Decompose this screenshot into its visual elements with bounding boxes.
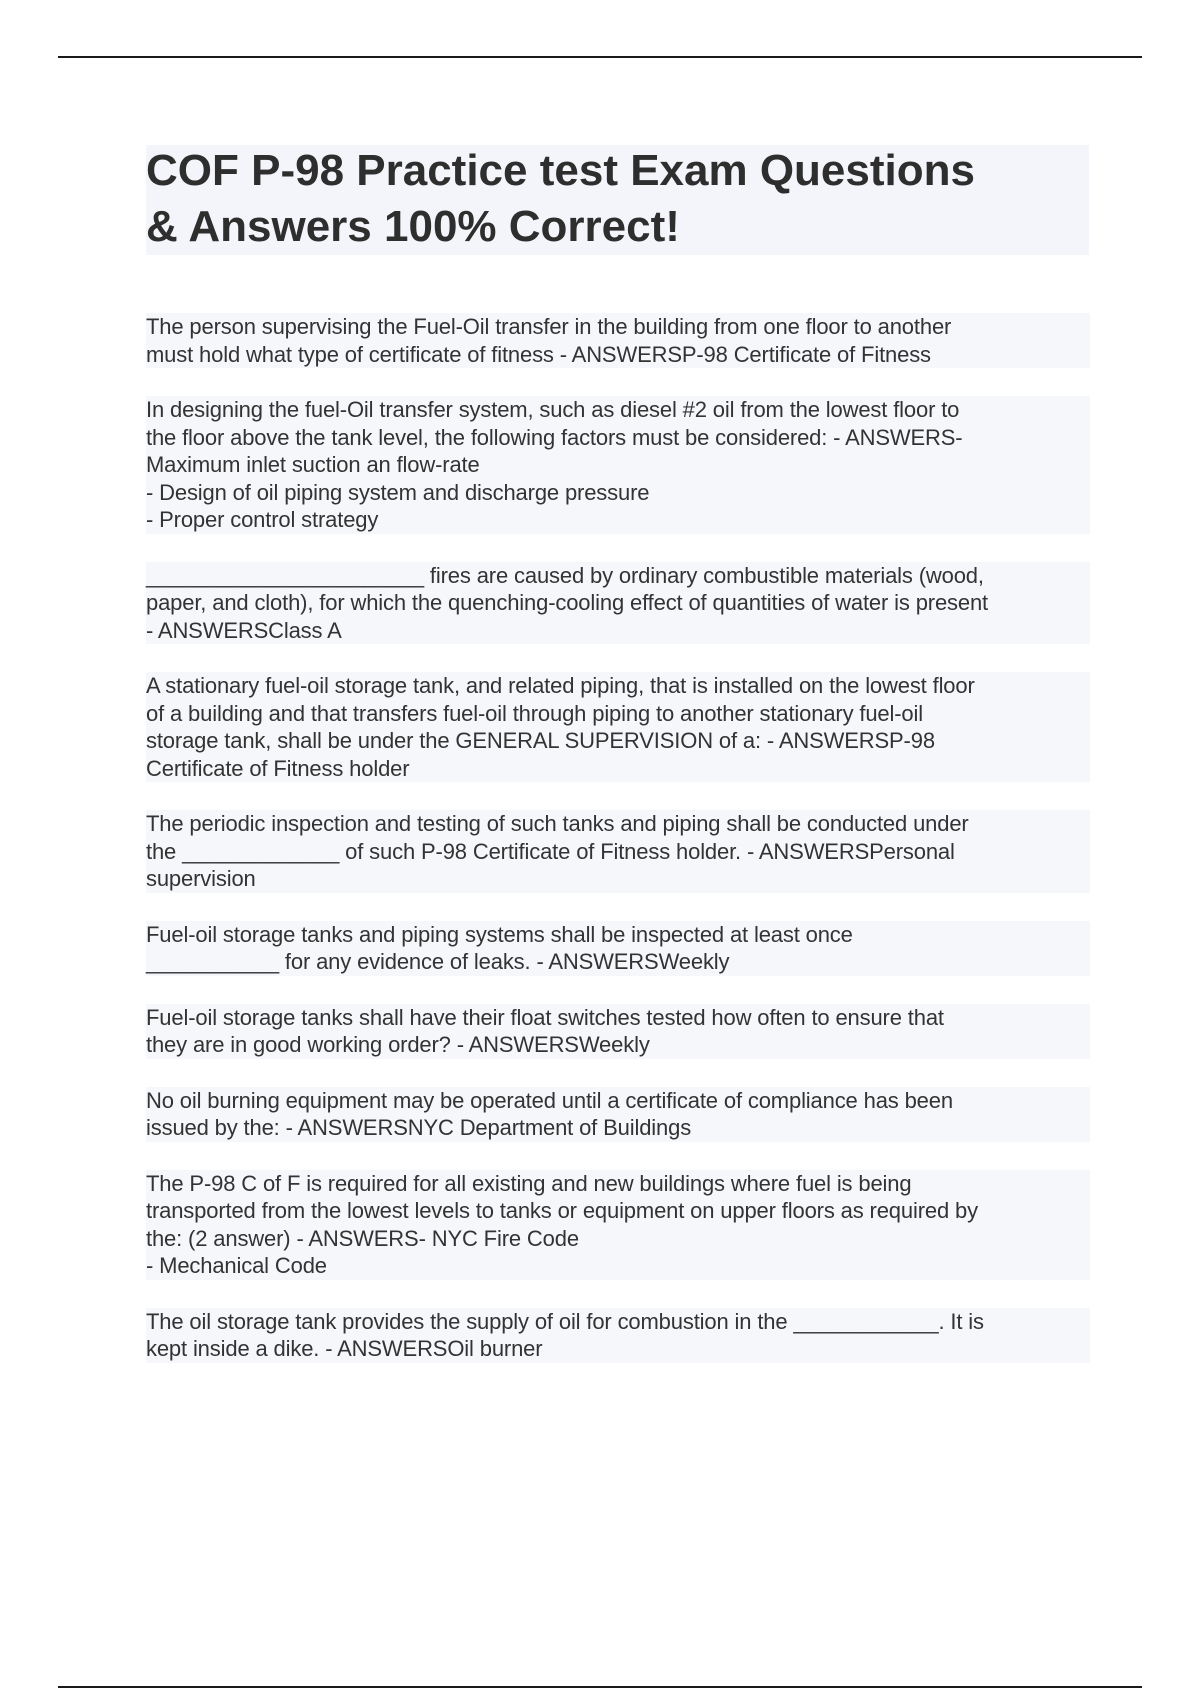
document-title	[146, 143, 1089, 255]
question-text: A stationary fuel-oil storage tank, and related piping, that is installed on the lowest floor of a building and that transfers fuel-oil through piping to another stationary fuel-oil storage tank, shall be under the GENERAL SUPERVISION of a: - ANSWERS	[146, 673, 975, 753]
title-block	[146, 145, 1089, 255]
answer-text: Class A	[268, 617, 342, 643]
qa-item	[146, 1087, 1090, 1142]
answer-text: P-98 Certificate of Fitness	[681, 341, 931, 367]
qa-item	[146, 313, 1090, 368]
qa-item	[146, 396, 1090, 534]
question-text: Fuel-oil storage tanks shall have their float switches tested how often to ensure that they are in good working order? - ANSWERS	[146, 1004, 944, 1057]
answer-text: NYC Department of Buildings	[407, 1115, 692, 1140]
question-text: No oil burning equipment may be operated until a certificate of compliance has been issued by the: - ANSWERS	[146, 1087, 953, 1140]
answer-text: Weekly	[658, 949, 730, 974]
qa-item	[146, 1170, 1090, 1280]
qa-item	[146, 562, 1090, 645]
answer-text: Oil burner	[447, 1336, 543, 1361]
question-text: The person supervising the Fuel-Oil transfer in the building from one floor to another must hold what type of certificate of fitness - ANSWERS	[146, 314, 952, 367]
question-text: The P-98 C of F is required for all existing and new buildings where fuel is being transported from the lowest levels to tanks or equipment on upper floors as required by the: (2 answer) - ANSWERS	[146, 1170, 978, 1251]
answer-text: Weekly	[578, 1032, 650, 1057]
question-text: Fuel-oil storage tanks and piping systems shall be inspected at least once ___________ for any evidence of leaks. - ANSWERS	[146, 921, 853, 974]
qa-item	[146, 1308, 1090, 1363]
answer-text: P-98 Certificate of Fitness holder	[146, 728, 935, 781]
question-text: In designing the fuel-Oil transfer system, such as diesel #2 oil from the lowest floor to the floor above the tank level, the following factors must be considered: - ANSWERS	[146, 397, 960, 450]
title-line-2: & Answers 100% Correct!	[146, 202, 680, 251]
answer-text: - NYC Fire Code - Mechanical Code	[146, 1225, 579, 1278]
top-rule	[58, 56, 1142, 58]
qa-item	[146, 810, 1090, 893]
question-text: The periodic inspection and testing of such tanks and piping shall be conducted under the _____________ of such P-98 Certificate of Fitness holder. - ANSWERS	[146, 811, 969, 864]
answer-text: - Maximum inlet suction an flow-rate - Design of oil piping system and discharge pressure - Proper control strategy	[146, 424, 963, 532]
qa-list	[146, 313, 1090, 1391]
qa-item	[146, 1004, 1090, 1059]
bottom-rule	[58, 1686, 1142, 1688]
question-text: The oil storage tank provides the supply of oil for combustion in the ____________. It is kept inside a dike. - ANSWERS	[146, 1308, 984, 1361]
title-line-1: COF P-98 Practice test Exam Questions	[146, 146, 975, 195]
answer-text: Personal supervision	[146, 838, 955, 891]
qa-item	[146, 672, 1090, 782]
qa-item	[146, 921, 1090, 976]
question-text: _______________________ fires are caused by ordinary combustible materials (wood, paper, and cloth), for which the quenching-cooling effect of quantities of water is present - ANSWERS	[146, 562, 989, 643]
